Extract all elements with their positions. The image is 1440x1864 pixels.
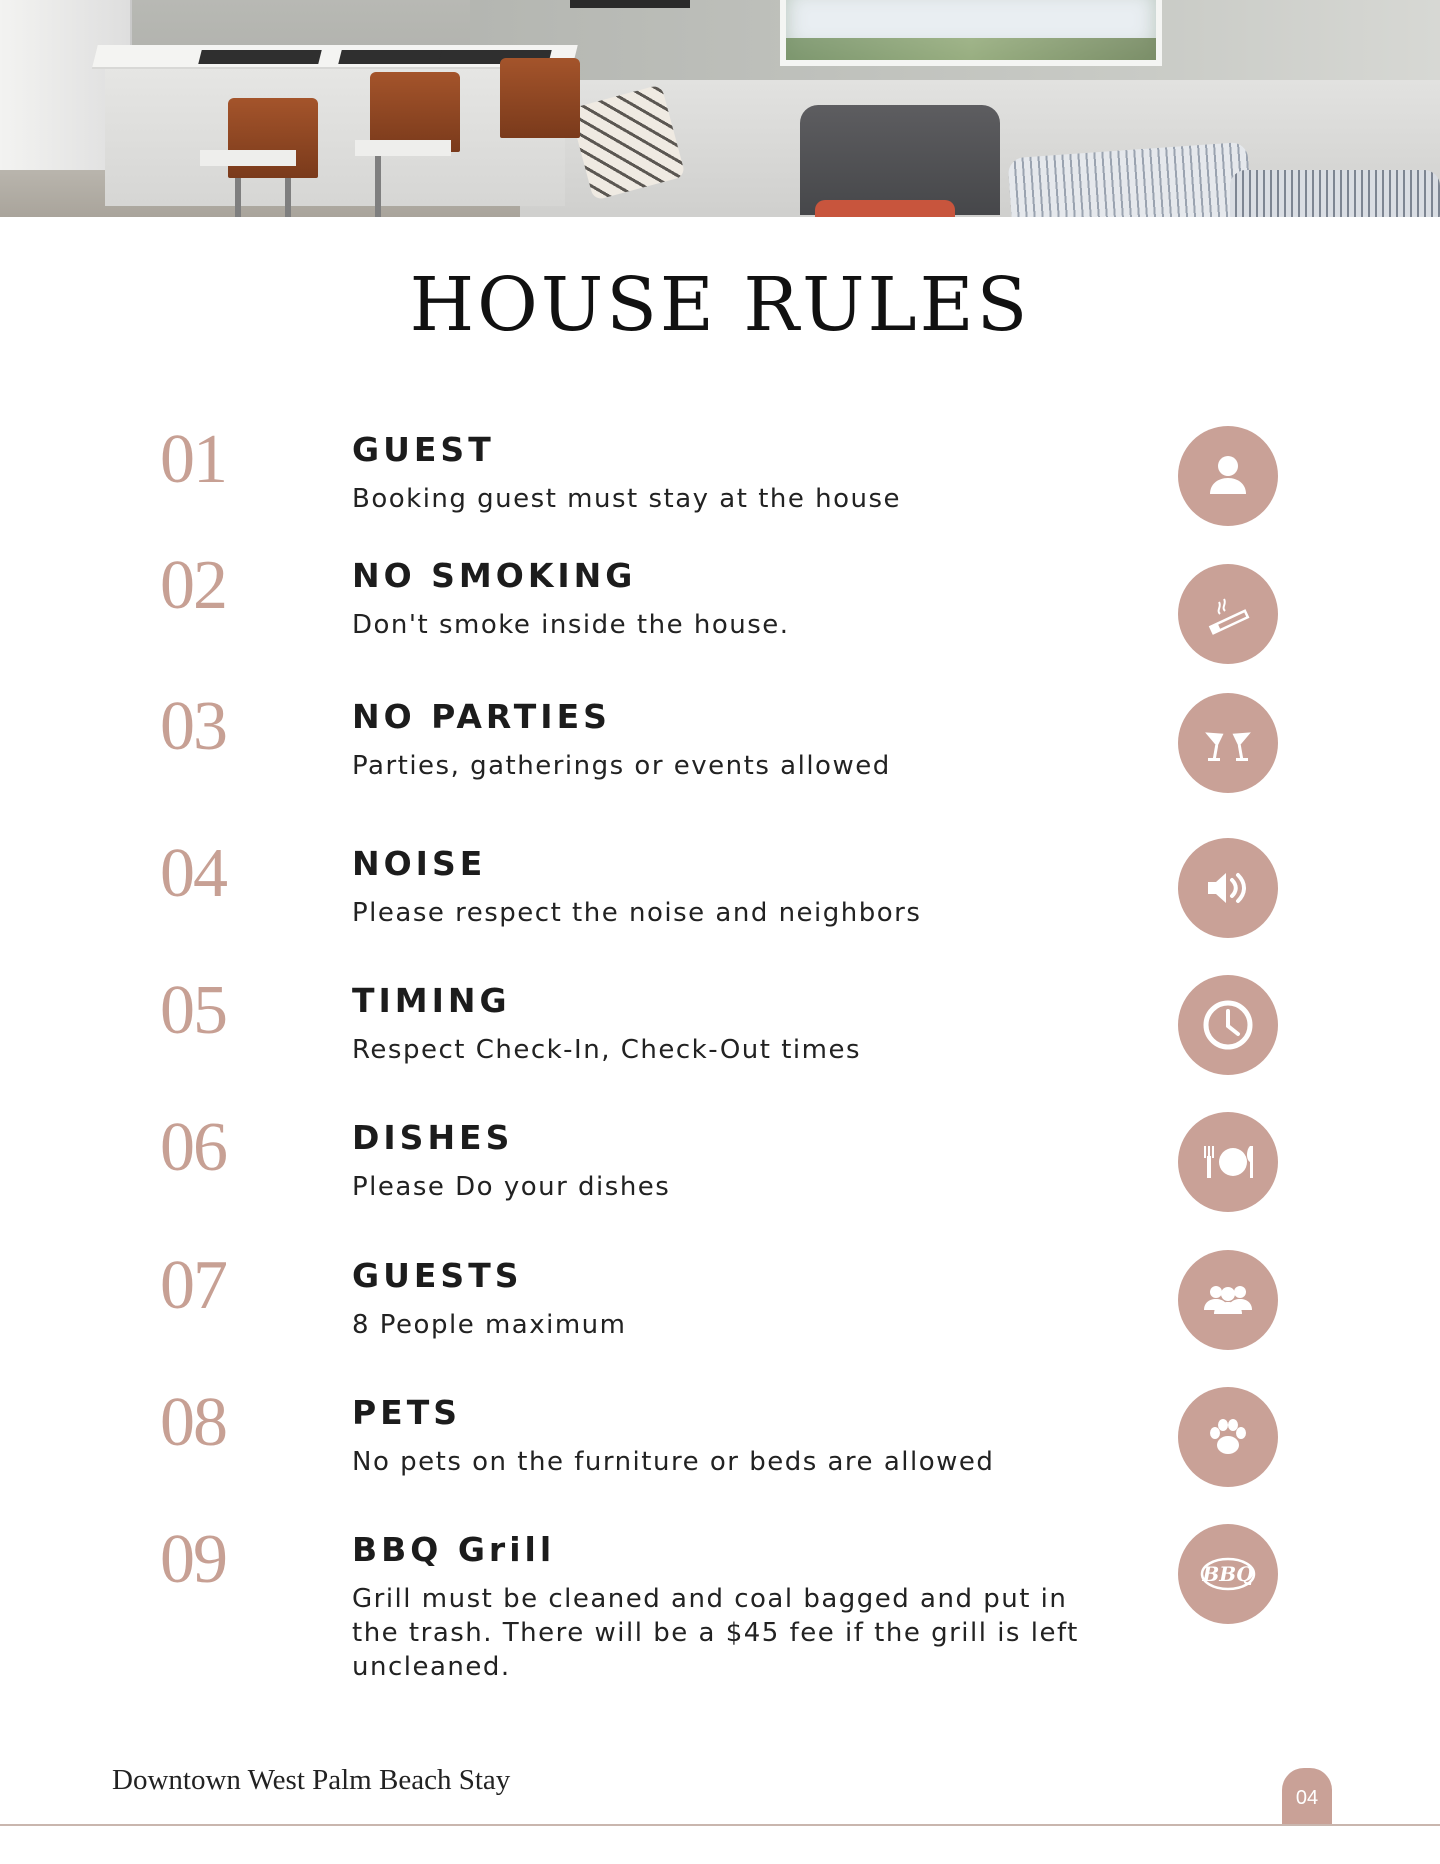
rule-description: Don't smoke inside the house. <box>352 610 790 640</box>
rule-number: 07 <box>160 1247 226 1324</box>
page-title: HOUSE RULES <box>409 262 1031 348</box>
bbq-grill-icon <box>1178 1524 1278 1624</box>
rule-description: 8 People maximum <box>352 1310 627 1340</box>
rule-heading: GUESTS <box>352 1256 523 1295</box>
cocktail-glasses-icon <box>1178 693 1278 793</box>
rule-number: 09 <box>160 1521 226 1598</box>
rule-heading: PETS <box>352 1393 462 1432</box>
page-number: 04 <box>1282 1768 1332 1824</box>
rule-heading: NOISE <box>352 844 487 883</box>
cigarette-icon <box>1178 564 1278 664</box>
group-people-icon <box>1178 1250 1278 1350</box>
rule-number: 03 <box>160 688 226 765</box>
plate-cutlery-icon <box>1178 1112 1278 1212</box>
rule-heading: NO PARTIES <box>352 697 611 736</box>
rule-number: 01 <box>160 421 226 498</box>
footer-divider <box>0 1824 1440 1826</box>
rule-number: 05 <box>160 972 226 1049</box>
clock-icon <box>1178 975 1278 1075</box>
rule-heading: DISHES <box>352 1118 514 1157</box>
rule-description: Respect Check-In, Check-Out times <box>352 1035 862 1065</box>
rule-heading: BBQ Grill <box>352 1530 556 1569</box>
rule-description: No pets on the furniture or beds are allowed <box>352 1447 995 1477</box>
bbq-icon-text: BBQ <box>1202 1562 1254 1586</box>
rule-heading: NO SMOKING <box>352 556 637 595</box>
rule-description: Grill must be cleaned and coal bagged and put in the trash. There will be a $45 fee if the grill is left uncleaned. <box>352 1584 1079 1682</box>
rule-number: 04 <box>160 835 226 912</box>
rule-heading: TIMING <box>352 981 511 1020</box>
rule-description: Parties, gatherings or events allowed <box>352 751 891 781</box>
rule-number: 02 <box>160 547 226 624</box>
person-icon <box>1178 426 1278 526</box>
rule-number: 06 <box>160 1109 226 1186</box>
header-photo <box>0 0 1440 217</box>
rule-description: Booking guest must stay at the house <box>352 484 902 514</box>
rule-heading: GUEST <box>352 430 495 469</box>
footer-property-name: Downtown West Palm Beach Stay <box>112 1764 511 1796</box>
rule-description: Please respect the noise and neighbors <box>352 898 922 928</box>
speaker-volume-icon <box>1178 838 1278 938</box>
rule-description: Please Do your dishes <box>352 1172 671 1202</box>
paw-print-icon <box>1178 1387 1278 1487</box>
rule-number: 08 <box>160 1384 226 1461</box>
